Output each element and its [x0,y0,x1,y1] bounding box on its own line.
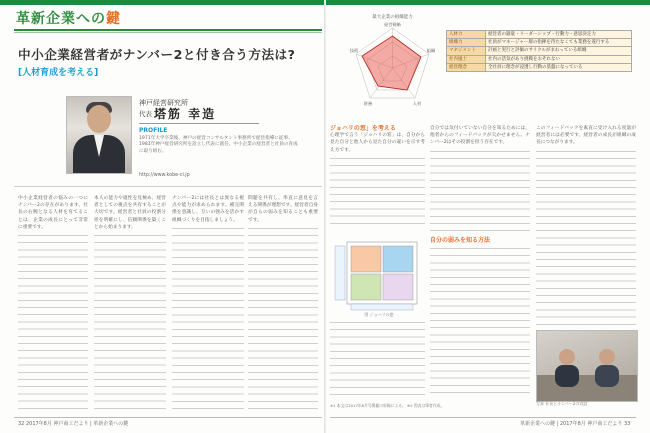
right-column-3: このフィードバックを素直に受け入れる度量が経営者には必要です。経営者の成長が組織の成長につながります。 [536,125,636,325]
table-row: 人材力 経営者の器量・リーダーシップ・行動力・意思決定力 [447,31,632,39]
radar-axis-label: 技術 [349,48,359,53]
diagram-caption: 図 ジョハリの窓 [364,312,394,317]
author-name: 塔筋 幸造 [154,107,217,121]
photo-caption: 写真 社長とナンバー2の対話 [536,401,588,406]
author-role: 代表 [139,110,152,118]
profile-text: 1971年大学卒業後、神戸の経営コンサルタント事務所で経営指導に従事。1981年神戸経営研究所を設立し代表に就任、中小企業の経営者と社員の育成に取り組む。 [139,136,298,154]
body-column-3: ナンバー2には社長とは異なる視点や能力が求められます。補完関係を意識し、互いの強みを活かす組織づくりを目指しましょう。 [172,195,244,415]
radar-axis-label: 財務 [363,101,373,106]
page-fold [324,0,326,433]
footer-right: 革新企業への鍵 | 2017年8月 神戸商工だより 33 [520,421,631,427]
footer-left: 32 2017年8月 神戸商工だより | 革新企業への鍵 [18,421,129,427]
table-row: マネジメント 計画と実行と評価のサイクルがまわっている組織 [447,47,632,55]
footnotes: ※1 本文は2017年8月号掲載の原稿による。 ※2 図表は筆者作成。 [330,403,445,408]
radar-chart [345,20,440,108]
table-row: 社内風土 社内の活気があり挑戦をおそれない [447,55,632,63]
profile-label: PROFILE [139,127,168,134]
section-rule-thin [14,32,322,33]
table-row: 組織力 社員がマネージャー層の指揮を待たなくても業務を遂行する [447,39,632,47]
radar-axis-label: 人材 [412,101,422,106]
author-rule [139,123,259,124]
body-column-2: 本人の能力や適性を見極め、経営者としての視点を共有することが大切です。経営者と社員の役割分担を明確にし、信頼関係を築くことから始まります。 [94,195,166,415]
radar-axis-label: 経営戦略 [384,22,401,27]
body-column-1: 中小企業経営者の悩みの一つにナンバー2の存在があります。社長の右腕となる人材を育てることは、企業の成長にとって非常に重要です。 [18,195,88,415]
radar-title: 最大企業の組織能力 [372,15,413,20]
right-column-2: 自分では気付いていない自分を知るためには、他者からのフィードバックが欠かせません。ナンバー2はその役割を担う存在です。 自分の弱みを知る方法 [430,125,530,415]
body-rule [14,186,322,187]
profile-url[interactable]: http://www.kobe-ci.jp [139,173,190,178]
meeting-photo [536,330,638,402]
author-org: 神戸経営研究所 [139,99,188,107]
capability-table [446,30,632,72]
johari-diagram [333,234,425,312]
article-subtitle: [人材育成を考える] [18,68,99,78]
radar-series-area [362,36,421,90]
section-title: 革新企業への鍵 [16,11,121,27]
footer-rule-left [14,417,322,418]
right-column-1: ジョハリの窓」を考える 心理学で言う「ジョハリの窓」は、自分から見た自分と他人から見た自分の違いを示す考え方です。 [330,125,425,233]
section-heading-johari: ジョハリの窓」を考える [330,125,396,132]
table-row: 経営理念 全社員に理念が浸透し行動の基盤になっている [447,63,632,71]
section-heading-weakness: 自分の弱みを知る方法 [430,236,491,244]
body-column-4: 問題を共有し、率直に意見を言える関係が理想です。経営者自身が自らの弱みを知ることも重要です。 [248,195,318,415]
radar-axis-label: 組織 [426,48,436,53]
section-rule [14,29,322,31]
right-column-1b [330,318,425,400]
author-photo [66,96,132,174]
footer-rule-right [330,417,636,418]
article-title: 中小企業経営者がナンバー2と付き合う方法は? [18,47,296,62]
